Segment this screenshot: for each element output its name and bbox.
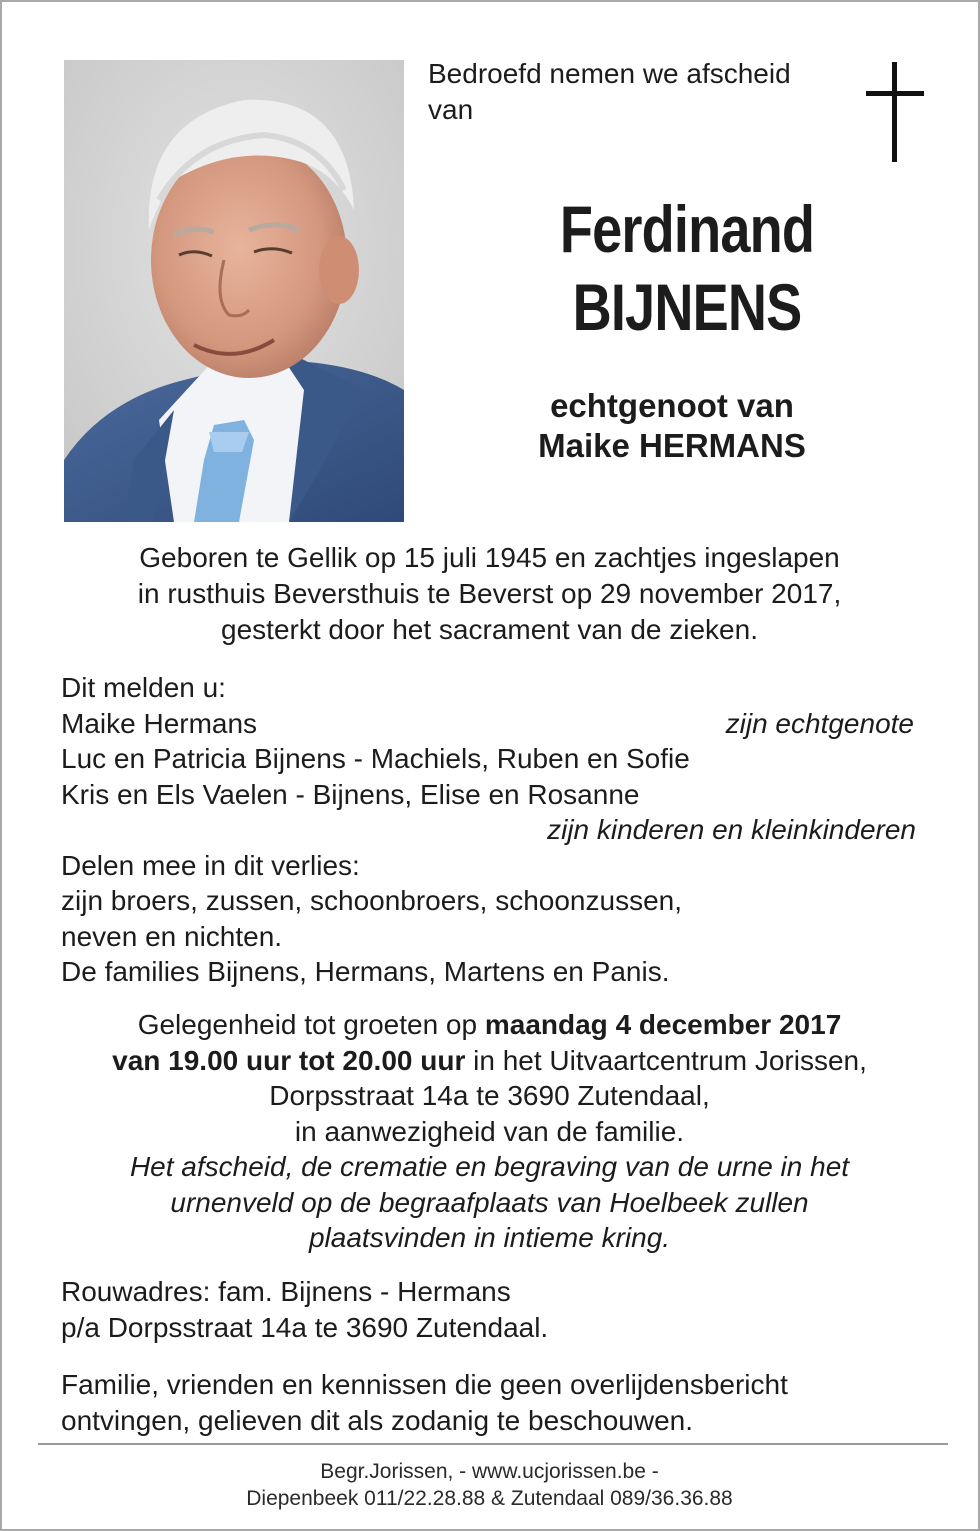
viewing-time: van 19.00 uur tot 20.00 uur xyxy=(112,1044,466,1076)
viewing-place: in het Uitvaartcentrum Jorissen, xyxy=(465,1044,867,1076)
viewing-line-1 xyxy=(42,1007,937,1043)
mourning-address-line-2: p/a Dorpsstraat 14a te 3690 Zutendaal. xyxy=(61,1311,549,1343)
viewing-note-1 xyxy=(42,1149,937,1185)
viewing-address: Dorpsstraat 14a te 3690 Zutendaal, xyxy=(269,1080,710,1111)
spouse-block xyxy=(462,386,882,466)
family-intro: Dit melden u: xyxy=(61,672,226,703)
spouse-line-1: echtgenoot van xyxy=(550,387,794,424)
birth-death-line-3: gesterkt door het sacrament van de zieken. xyxy=(221,614,758,645)
viewing-presence: in aanwezigheid van de familie. xyxy=(294,1115,685,1147)
spouse-line-2: Maike HERMANS xyxy=(538,427,806,464)
share-line-1: zijn broers, zussen, schoonbroers, schoonzussen, xyxy=(61,885,682,916)
footer xyxy=(42,1458,937,1512)
notice-line-1: Familie, vrienden en kennissen die geen overlijdensbericht xyxy=(61,1369,788,1400)
child-line-1: Luc en Patricia Bijnens - Machiels, Ruben en Sofie xyxy=(61,743,690,774)
portrait-photo xyxy=(64,60,404,522)
viewing-pre: Gelegenheid tot groeten op xyxy=(137,1009,485,1040)
deceased-last-name: BIJNENS xyxy=(572,270,802,344)
footer-line-1: Begr.Jorissen, - www.ucjorissen.be - xyxy=(320,1460,659,1483)
viewing-note-1-text: Het afscheid, de crematie en begraving van de urne in het xyxy=(129,1151,850,1182)
viewing-note-3 xyxy=(42,1220,937,1256)
deceased-name xyxy=(511,190,864,346)
viewing-paragraph xyxy=(42,1007,937,1256)
footer-line-2: Diepenbeek 011/22.28.88 & Zutendaal 089/36.36.88 xyxy=(246,1487,733,1510)
birth-death-line-2: in rusthuis Beversthuis te Beverst op 29 november 2017, xyxy=(137,578,842,609)
notice-line-2: ontvingen, gelieven dit als zodanig te beschouwen. xyxy=(61,1404,693,1436)
spouse-role: zijn echtgenote xyxy=(725,707,914,739)
viewing-line-2 xyxy=(42,1043,937,1079)
deceased-first-name: Ferdinand xyxy=(559,192,815,266)
share-intro: Delen mee in dit verlies: xyxy=(61,849,360,881)
birth-death-paragraph xyxy=(42,540,937,648)
portrait-illustration xyxy=(64,60,404,522)
mourning-address xyxy=(61,1274,921,1345)
viewing-date: maandag 4 december 2017 xyxy=(484,1009,842,1040)
children-role: zijn kinderen en kleinkinderen xyxy=(547,814,916,845)
intro-line-2: van xyxy=(428,94,474,125)
viewing-note-2-text: urnenveld op de begraafplaats van Hoelbeek zullen xyxy=(170,1186,809,1218)
footer-divider xyxy=(38,1443,948,1445)
intro-line-1: Bedroefd nemen we afscheid xyxy=(428,58,791,89)
child-line-2: Kris en Els Vaelen - Bijnens, Elise en Rosanne xyxy=(61,778,640,810)
mourning-address-line-1: Rouwadres: fam. Bijnens - Hermans xyxy=(61,1276,511,1307)
intro-text xyxy=(428,56,848,128)
share-line-3: De families Bijnens, Hermans, Martens en Panis. xyxy=(61,956,670,987)
birth-death-line-1: Geboren te Gellik op 15 juli 1945 en zachtjes ingeslapen xyxy=(139,542,840,573)
spouse-row xyxy=(61,706,916,742)
spouse-name: Maike Hermans xyxy=(61,707,258,739)
cross-icon xyxy=(864,62,926,162)
viewing-note-2 xyxy=(42,1185,937,1221)
family-list xyxy=(61,670,916,990)
notice-paragraph xyxy=(61,1367,921,1438)
share-line-2: neven en nichten. xyxy=(61,920,283,952)
viewing-note-3-text: plaatsvinden in intieme kring. xyxy=(308,1222,671,1253)
